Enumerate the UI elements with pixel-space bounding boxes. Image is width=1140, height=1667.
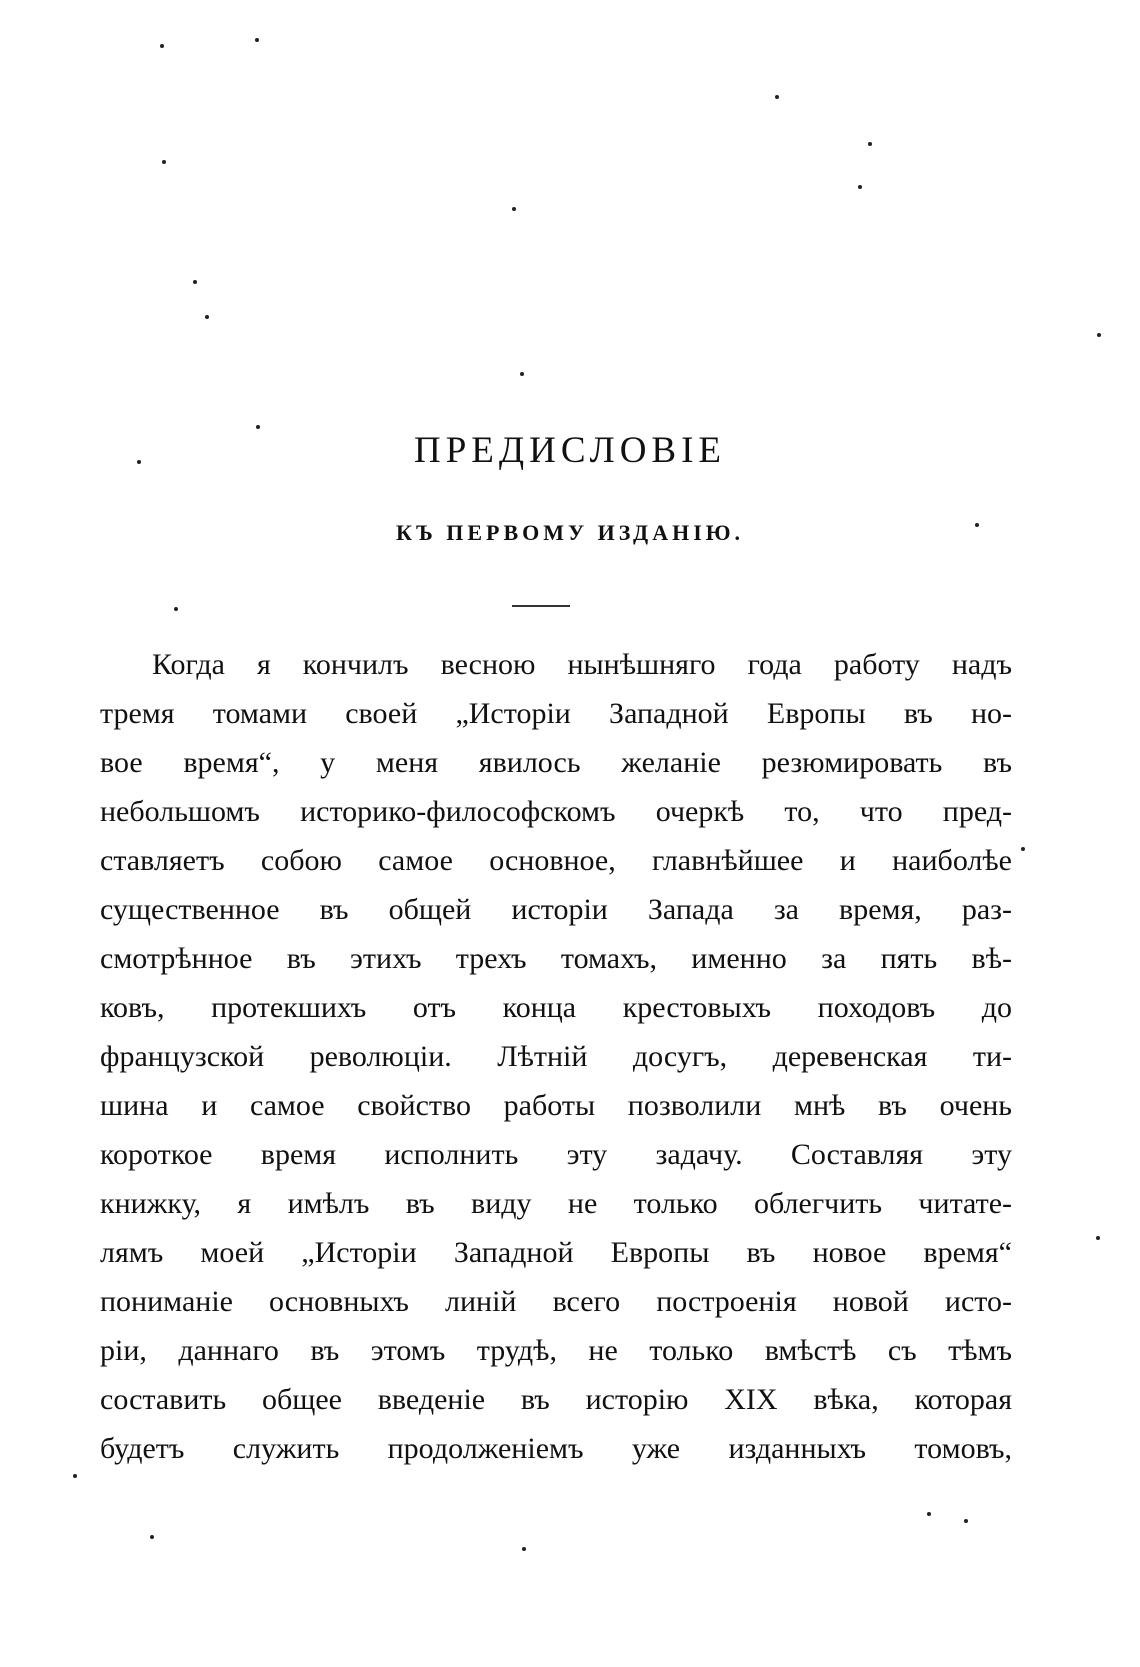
scan-speck (150, 1535, 154, 1539)
scan-speck (522, 1547, 526, 1551)
scan-speck (775, 95, 779, 99)
scan-speck (975, 523, 979, 527)
text-line: ріи, даннаго въ этомъ трудѣ, не только вмѣстѣ съ тѣмъ (100, 1334, 1012, 1367)
text-line: пониманіе основныхъ линій всего построенія новой исто- (100, 1285, 1012, 1318)
scan-speck (520, 372, 524, 376)
page-title: ПРЕДИСЛОВІЕ (413, 430, 727, 471)
text-line: составить общее введеніе въ исторію XIX вѣка, которая (100, 1383, 1012, 1416)
text-line: тремя томами своей „Исторіи Западной Европы въ но- (100, 697, 1012, 730)
text-line: ковъ, протекшихъ отъ конца крестовыхъ походовъ до (100, 991, 1012, 1024)
scan-speck (1097, 333, 1101, 337)
scan-speck (73, 1474, 77, 1478)
text-line: небольшомъ историко-философскомъ очеркѣ то, что пред- (100, 795, 1012, 828)
text-line: существенное въ общей исторіи Запада за время, раз- (100, 893, 1012, 926)
scan-speck (512, 207, 516, 211)
page-subtitle: КЪ ПЕРВОМУ ИЗДАНІЮ. (395, 520, 745, 545)
scan-speck (160, 44, 164, 48)
scan-speck (137, 460, 141, 464)
text-line: ставляетъ собою самое основное, главнѣйшее и наиболѣе (100, 844, 1012, 877)
text-line: французской революціи. Лѣтній досугъ, деревенская ти- (100, 1040, 1012, 1073)
text-line: лямъ моей „Исторіи Западной Европы въ новое время“ (100, 1236, 1012, 1269)
scan-speck (1021, 847, 1025, 851)
preface-paragraph (100, 640, 1012, 1473)
text-line: будетъ служить продолженіемъ уже изданныхъ томовъ, (100, 1432, 1012, 1465)
scan-speck (927, 1512, 931, 1516)
scan-speck (256, 425, 260, 429)
text-line: короткое время исполнить эту задачу. Составляя эту (100, 1138, 1012, 1171)
scan-speck (162, 160, 166, 164)
scan-speck (174, 607, 178, 611)
scan-speck (1096, 1236, 1100, 1240)
text-line: смотрѣнное въ этихъ трехъ томахъ, именно за пять вѣ- (100, 942, 1012, 975)
scan-speck (255, 38, 259, 42)
text-line: книжку, я имѣлъ въ виду не только облегчить читате- (100, 1187, 1012, 1220)
title-divider (512, 605, 570, 607)
scan-speck (193, 280, 197, 284)
scan-speck (858, 185, 862, 189)
text-line: вое время“, у меня явилось желаніе резюмировать въ (100, 746, 1012, 779)
scan-speck (868, 142, 872, 146)
scan-speck (205, 315, 209, 319)
text-line: шина и самое свойство работы позволили мнѣ въ очень (100, 1089, 1012, 1122)
text-line: Когда я кончилъ весною нынѣшняго года работу надъ (152, 648, 1012, 681)
scan-speck (964, 1519, 968, 1523)
